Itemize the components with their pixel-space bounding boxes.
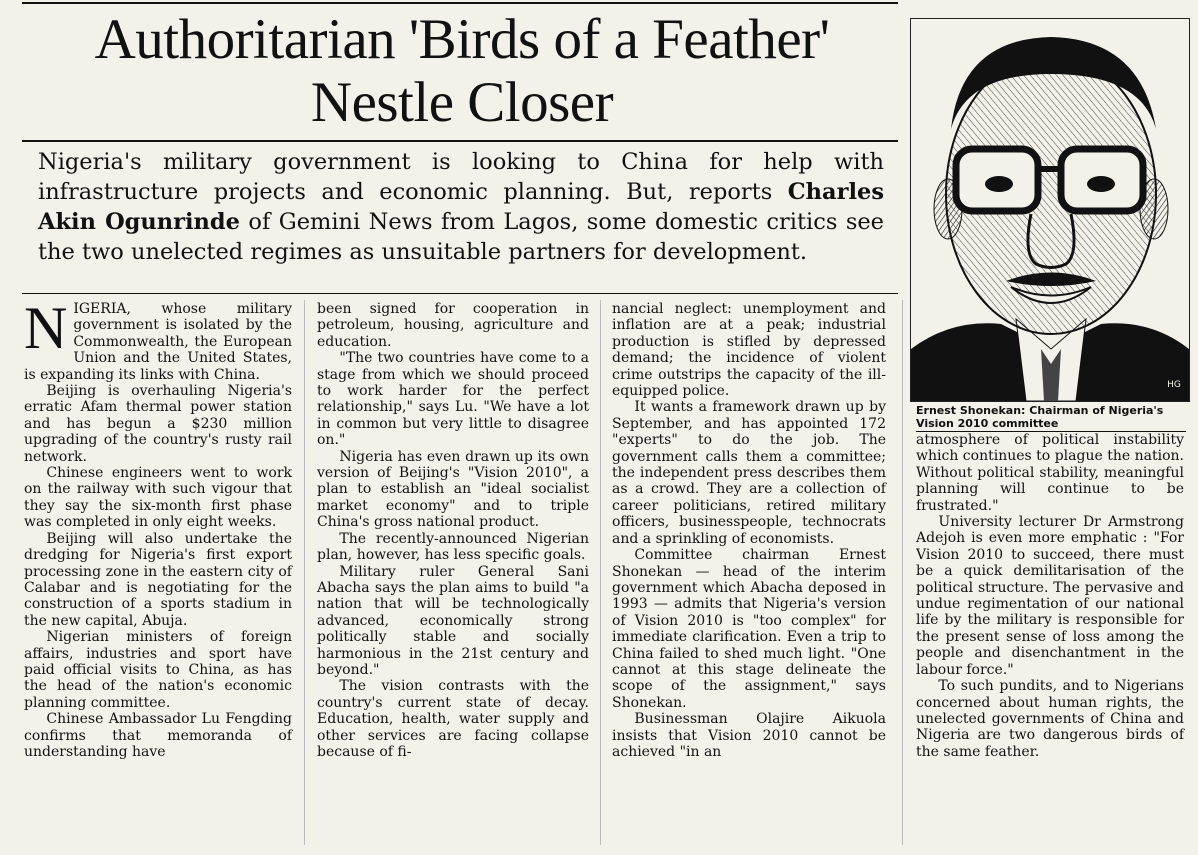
paragraph: Chinese Ambassador Lu Fengding confirms that memoranda of understanding have bbox=[24, 711, 292, 760]
headline: Authoritarian 'Birds of a Feather' Nestle Closer bbox=[94, 8, 830, 134]
headline-rule bbox=[22, 140, 898, 142]
deck-text-after: of Gemini News from Lagos, some domestic critics see the two unelected regimes as unsuitable partners for development. bbox=[38, 209, 884, 265]
paragraph: Nigeria has even drawn up its own version of Beijing's "Vision 2010", a plan to establish an "ideal socialist market economy" and to triple China's gross national product. bbox=[317, 448, 589, 531]
photo-caption: Ernest Shonekan: Chairman of Nigeria's Vision 2010 committee bbox=[916, 404, 1164, 430]
paragraph: been signed for cooperation in petroleum, housing, agriculture and education. bbox=[317, 301, 589, 350]
dropcap: N bbox=[24, 295, 68, 361]
paragraph: The vision contrasts with the country's current state of decay. Education, health, water supply and other services are facing collapse because of fi- bbox=[317, 678, 589, 760]
paragraph: Chinese engineers went to work on the railway with such vigour that they say the six-month first phase was completed in only eight weeks. bbox=[24, 465, 292, 531]
column-3 bbox=[612, 301, 886, 760]
column-4 bbox=[916, 432, 1184, 760]
paragraph: atmosphere of political instability which continues to plague the nation. Without political stability, meaningful planning will continue to be frustrated." bbox=[916, 432, 1184, 514]
column-divider bbox=[902, 300, 903, 845]
paragraph: Military ruler General Sani Abacha says the plan aims to build "a nation that will be technologically advanced, economically strong politically stable and socially harmonious in the 21st century and beyond." bbox=[317, 563, 589, 678]
paragraph: nancial neglect: unemployment and inflation are at a peak; industrial production is stifled by depressed demand; the incidence of violent crime outstrips the capacity of the ill-equipped police. bbox=[612, 301, 886, 400]
column-divider bbox=[600, 300, 601, 845]
paragraph: University lecturer Dr Armstrong Adejoh is even more emphatic : "For Vision 2010 to succeed, there must be a quick demilitarisation of the political structure. The pervasive and undue regimentation of our national life by the military is responsible for the present sense of loss among the people and disenchantment in the labour force." bbox=[916, 514, 1184, 678]
paragraph: To such pundits, and to Nigerians concerned about human rights, the unelected governments of China and Nigeria are two dangerous birds of the same feather. bbox=[916, 678, 1184, 760]
paragraph: Nigerian ministers of foreign affairs, industries and sport have paid official visits to China, as has the head of the nation's economic planning committee. bbox=[24, 629, 292, 711]
top-rule bbox=[22, 2, 898, 4]
deck-author: Charles Akin Ogunrinde bbox=[38, 179, 884, 235]
column-1 bbox=[24, 295, 292, 760]
column-divider bbox=[304, 300, 305, 845]
column-2 bbox=[317, 301, 589, 760]
deck-text-before: Nigeria's military government is looking to China for help with infrastructure projects and economic planning. But, reports bbox=[38, 149, 884, 205]
portrait-illustration bbox=[910, 18, 1190, 402]
deck-rule bbox=[22, 293, 898, 294]
paragraph: Committee chairman Ernest Shonekan — head of the interim government which Abacha deposed in 1993 — admits that Nigeria's version of Vision 2010 is "too complex" for immediate clarification. Even a trip to China failed to shed much light. "One cannot at this stage delineate the scope of the assignment," says Shonekan. bbox=[612, 547, 886, 711]
paragraph: The recently-announced Nigerian plan, however, has less specific goals. bbox=[317, 530, 589, 564]
paragraph: Beijing will also undertake the dredging for Nigeria's first export processing zone in the eastern city of Calabar and is negotiating for the construction of a sports stadium in the new capital, Abuja. bbox=[24, 530, 292, 629]
paragraph: "The two countries have come to a stage from which we should proceed to work harder for the perfect relationship," says Lu. "We have a lot in common but very little to disagree on." bbox=[317, 350, 589, 449]
illustrator-credit: HG bbox=[1167, 380, 1181, 390]
paragraph: Businessman Olajire Aikuola insists that Vision 2010 cannot be achieved "in an bbox=[612, 711, 886, 760]
paragraph: It wants a framework drawn up by September, and has appointed 172 "experts" to do the job. The government calls them a committee; the independent press describes them as a crowd. They are a collection of career politicians, retired military officers, businesspeople, technocrats and a sprinkling of economists. bbox=[612, 399, 886, 547]
portrait-drawing bbox=[911, 19, 1189, 401]
deck bbox=[38, 147, 884, 267]
paragraph: IGERIA, whose military government is isolated by the Commonwealth, the European Union and the United States, is expanding its links with China. bbox=[24, 301, 292, 383]
paragraph: Beijing is overhauling Nigeria's erratic Afam thermal power station and has begun a $230 million upgrading of the country's rusty rail network. bbox=[24, 383, 292, 465]
